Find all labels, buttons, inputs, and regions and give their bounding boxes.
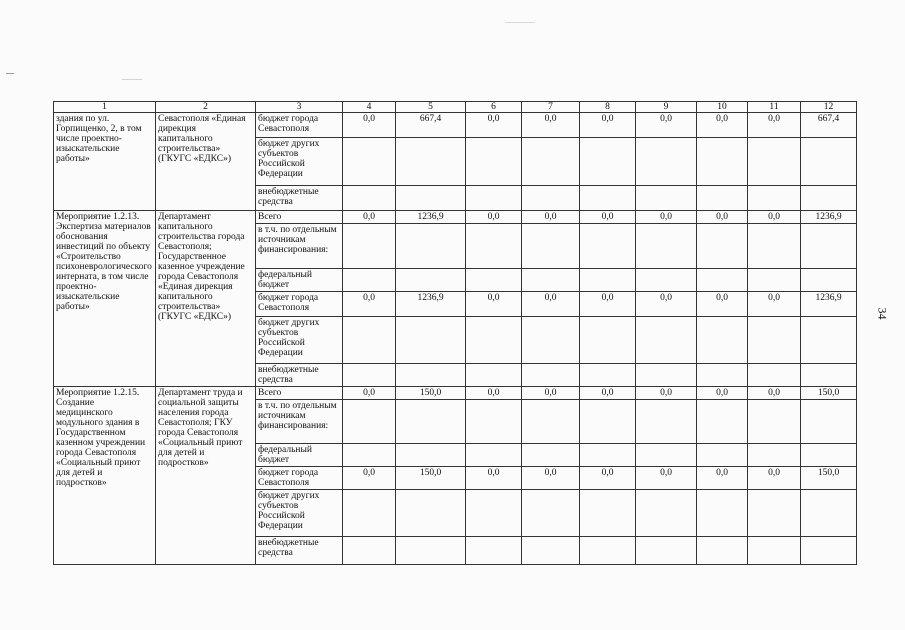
value-cell <box>748 400 801 444</box>
value-cell <box>466 364 522 387</box>
value-cell <box>801 138 857 186</box>
column-header: 3 <box>256 102 343 113</box>
value-cell <box>748 138 801 186</box>
column-header: 2 <box>156 102 256 113</box>
funding-source-cell: внебюджетные средства <box>256 537 343 565</box>
value-cell <box>343 138 396 186</box>
value-cell <box>522 537 580 565</box>
value-cell: 0,0 <box>636 467 697 490</box>
value-cell <box>522 138 580 186</box>
value-cell <box>697 444 748 467</box>
value-cell <box>466 400 522 444</box>
page-number: 34 <box>875 307 890 320</box>
value-cell <box>697 317 748 364</box>
column-header: 6 <box>466 102 522 113</box>
value-cell <box>466 138 522 186</box>
value-cell <box>343 537 396 565</box>
value-cell: 1236,9 <box>801 211 857 224</box>
value-cell <box>396 400 466 444</box>
funding-source-cell: Всего <box>256 387 343 400</box>
funding-source-cell: в т.ч. по отдельным источникам финансирования: <box>256 224 343 269</box>
funding-source-cell: бюджет города Севастополя <box>256 467 343 490</box>
value-cell <box>522 490 580 537</box>
value-cell <box>522 224 580 269</box>
value-cell <box>580 400 636 444</box>
value-cell: 0,0 <box>697 387 748 400</box>
value-cell <box>636 444 697 467</box>
scan-speck <box>122 79 142 80</box>
value-cell <box>748 444 801 467</box>
value-cell <box>697 269 748 292</box>
value-cell <box>580 186 636 211</box>
value-cell: 0,0 <box>522 211 580 224</box>
scan-speck <box>6 73 14 74</box>
value-cell <box>522 186 580 211</box>
column-header: 10 <box>697 102 748 113</box>
executor-cell: Севастополя «Единая дирекция капитального строительства» (ГКУГС «ЕДКС») <box>156 113 256 211</box>
event-cell: здания по ул. Горпищенко, 2, в том числе проектно-изыскательские работы» <box>54 113 156 211</box>
value-cell <box>697 224 748 269</box>
table-row <box>54 113 857 138</box>
column-header: 8 <box>580 102 636 113</box>
value-cell <box>396 364 466 387</box>
funding-source-cell: Всего <box>256 211 343 224</box>
event-cell: Мероприятие 1.2.15. Создание медицинского модульного здания в Государственном казенном учреждении города Севастополя «Социальный приют для детей и подростков» <box>54 387 156 565</box>
value-cell: 0,0 <box>697 211 748 224</box>
value-cell <box>466 317 522 364</box>
value-cell: 0,0 <box>466 211 522 224</box>
funding-source-cell: внебюджетные средства <box>256 186 343 211</box>
value-cell <box>396 224 466 269</box>
value-cell <box>580 224 636 269</box>
value-cell: 0,0 <box>636 211 697 224</box>
value-cell <box>580 317 636 364</box>
financing-table <box>53 101 857 565</box>
funding-source-cell: федеральный бюджет <box>256 269 343 292</box>
value-cell: 0,0 <box>748 387 801 400</box>
value-cell <box>580 364 636 387</box>
table-row <box>54 211 857 224</box>
value-cell: 0,0 <box>697 467 748 490</box>
value-cell <box>396 317 466 364</box>
column-header: 7 <box>522 102 580 113</box>
value-cell <box>580 138 636 186</box>
value-cell <box>636 400 697 444</box>
value-cell <box>466 444 522 467</box>
value-cell <box>396 444 466 467</box>
value-cell <box>580 269 636 292</box>
value-cell <box>396 269 466 292</box>
value-cell <box>522 317 580 364</box>
value-cell <box>801 364 857 387</box>
value-cell <box>396 138 466 186</box>
column-header: 11 <box>748 102 801 113</box>
value-cell: 1236,9 <box>396 211 466 224</box>
value-cell <box>697 400 748 444</box>
value-cell <box>522 444 580 467</box>
value-cell: 0,0 <box>343 211 396 224</box>
executor-cell: Департамент труда и социальной защиты населения города Севастополя; ГКУ города Севастополя «Социальный приют для детей и подростков» <box>156 387 256 565</box>
column-header: 1 <box>54 102 156 113</box>
value-cell <box>748 537 801 565</box>
value-cell <box>466 537 522 565</box>
value-cell <box>580 537 636 565</box>
value-cell <box>396 490 466 537</box>
value-cell: 0,0 <box>748 211 801 224</box>
value-cell: 0,0 <box>343 387 396 400</box>
value-cell: 0,0 <box>343 467 396 490</box>
value-cell <box>636 317 697 364</box>
value-cell: 0,0 <box>580 211 636 224</box>
value-cell <box>801 490 857 537</box>
value-cell <box>636 537 697 565</box>
value-cell: 1236,9 <box>801 292 857 317</box>
value-cell <box>748 317 801 364</box>
value-cell <box>748 224 801 269</box>
value-cell <box>697 537 748 565</box>
value-cell <box>748 186 801 211</box>
value-cell <box>466 490 522 537</box>
value-cell <box>343 269 396 292</box>
value-cell <box>343 317 396 364</box>
value-cell: 0,0 <box>522 387 580 400</box>
value-cell <box>343 186 396 211</box>
value-cell <box>801 400 857 444</box>
value-cell: 0,0 <box>580 467 636 490</box>
value-cell <box>636 364 697 387</box>
column-header: 12 <box>801 102 857 113</box>
column-header-row <box>54 102 857 113</box>
value-cell <box>522 269 580 292</box>
value-cell <box>748 490 801 537</box>
value-cell <box>748 364 801 387</box>
value-cell <box>466 224 522 269</box>
value-cell: 0,0 <box>466 467 522 490</box>
funding-source-cell: федеральный бюджет <box>256 444 343 467</box>
funding-source-cell: бюджет города Севастополя <box>256 113 343 138</box>
value-cell: 0,0 <box>580 113 636 138</box>
value-cell: 0,0 <box>466 292 522 317</box>
value-cell <box>697 186 748 211</box>
table-row <box>54 387 857 400</box>
funding-source-cell: внебюджетные средства <box>256 364 343 387</box>
value-cell: 0,0 <box>343 292 396 317</box>
column-header: 4 <box>343 102 396 113</box>
value-cell <box>801 537 857 565</box>
value-cell: 0,0 <box>748 292 801 317</box>
value-cell: 0,0 <box>636 292 697 317</box>
value-cell <box>522 400 580 444</box>
funding-source-cell: бюджет других субъектов Российской Федерации <box>256 490 343 537</box>
value-cell: 0,0 <box>522 292 580 317</box>
value-cell <box>636 269 697 292</box>
column-header: 9 <box>636 102 697 113</box>
value-cell: 0,0 <box>343 113 396 138</box>
value-cell <box>801 444 857 467</box>
value-cell: 0,0 <box>522 113 580 138</box>
value-cell <box>396 537 466 565</box>
funding-source-cell: бюджет других субъектов Российской Федерации <box>256 317 343 364</box>
value-cell <box>801 317 857 364</box>
executor-cell: Департамент капитального строительства города Севастополя; Государственное казенное учреждение города Севастополя «Единая дирекция капитального строительства» (ГКУГС «ЕДКС») <box>156 211 256 387</box>
value-cell: 150,0 <box>801 387 857 400</box>
value-cell <box>636 490 697 537</box>
funding-source-cell: бюджет города Севастополя <box>256 292 343 317</box>
value-cell <box>801 186 857 211</box>
value-cell <box>580 490 636 537</box>
value-cell <box>522 364 580 387</box>
value-cell: 0,0 <box>748 113 801 138</box>
value-cell: 0,0 <box>522 467 580 490</box>
value-cell: 0,0 <box>466 387 522 400</box>
value-cell <box>748 269 801 292</box>
value-cell <box>801 269 857 292</box>
value-cell <box>343 224 396 269</box>
scan-speck <box>505 22 535 23</box>
value-cell: 0,0 <box>636 387 697 400</box>
value-cell: 1236,9 <box>396 292 466 317</box>
value-cell: 667,4 <box>396 113 466 138</box>
value-cell <box>697 138 748 186</box>
value-cell: 0,0 <box>580 292 636 317</box>
value-cell <box>343 490 396 537</box>
value-cell: 0,0 <box>636 113 697 138</box>
value-cell <box>343 400 396 444</box>
value-cell: 150,0 <box>801 467 857 490</box>
value-cell: 0,0 <box>748 467 801 490</box>
value-cell <box>466 186 522 211</box>
value-cell <box>343 444 396 467</box>
value-cell: 0,0 <box>697 113 748 138</box>
value-cell <box>466 269 522 292</box>
funding-source-cell: бюджет других субъектов Российской Федерации <box>256 138 343 186</box>
value-cell <box>636 138 697 186</box>
value-cell <box>636 224 697 269</box>
value-cell <box>396 186 466 211</box>
funding-source-cell: в т.ч. по отдельным источникам финансирования: <box>256 400 343 444</box>
value-cell <box>636 186 697 211</box>
value-cell: 0,0 <box>466 113 522 138</box>
value-cell: 0,0 <box>580 387 636 400</box>
column-header: 5 <box>396 102 466 113</box>
value-cell <box>801 224 857 269</box>
value-cell: 0,0 <box>697 292 748 317</box>
value-cell <box>343 364 396 387</box>
value-cell <box>697 490 748 537</box>
value-cell: 150,0 <box>396 467 466 490</box>
value-cell <box>580 444 636 467</box>
event-cell: Мероприятие 1.2.13. Экспертиза материалов обоснования инвестиций по объекту «Строительство психоневрологического интерната, в том числе проектно-изыскательские работы» <box>54 211 156 387</box>
value-cell: 150,0 <box>396 387 466 400</box>
value-cell: 667,4 <box>801 113 857 138</box>
value-cell <box>697 364 748 387</box>
